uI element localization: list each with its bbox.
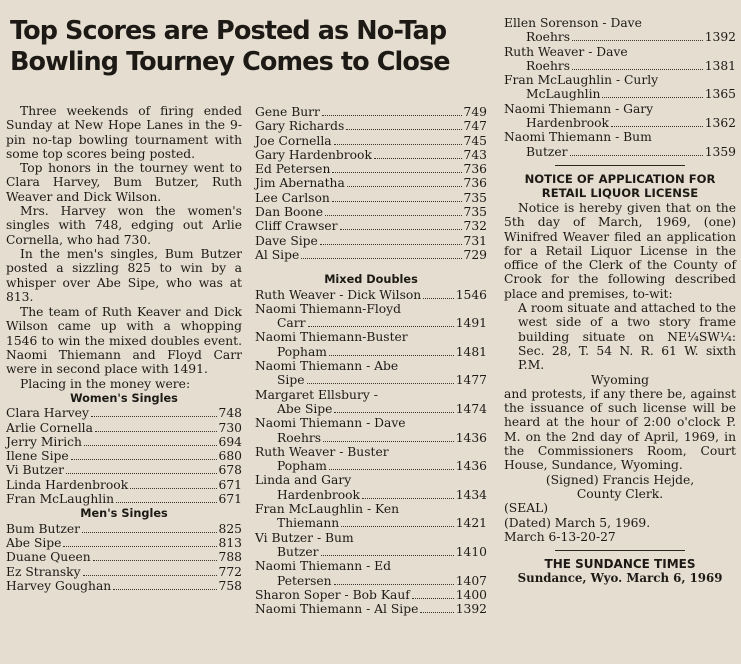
doubles-entry	[255, 302, 487, 331]
dot-leader	[321, 555, 454, 556]
dot-leader	[346, 129, 461, 130]
dot-leader	[113, 589, 216, 590]
dot-leader	[63, 546, 216, 547]
team-names-continued: Carr	[277, 316, 306, 331]
player-name: Bum Butzer	[6, 521, 81, 536]
notice-paragraph-2: and protests, if any there be, against the issuance of such license will be heard at the hour of 2:00 o'clock P. M. on the 2nd day of April, 1969, in the Commissioners Room, Court House, Sundance, Wyoming.	[504, 386, 736, 473]
score-value: 729	[463, 247, 487, 262]
score-value: 772	[218, 564, 242, 579]
player-name: Gene Burr	[255, 105, 320, 119]
story	[6, 104, 242, 593]
dot-leader	[66, 473, 216, 474]
team-names: Naomi Thiemann - Gary	[504, 101, 654, 116]
dot-leader	[332, 172, 461, 173]
newspaper-dateline: Sundance, Wyo. March 6, 1969	[517, 571, 723, 586]
doubles-entry	[255, 502, 487, 531]
player-name: Jerry Mirich	[6, 434, 82, 449]
score-value: 1477	[455, 373, 487, 388]
team-names: Naomi Thiemann - Al Sipe	[255, 602, 419, 617]
team-names: Naomi Thiemann-Floyd	[255, 301, 402, 316]
score-value: 825	[218, 521, 242, 536]
team-names: Naomi Thiemann - Abe	[255, 359, 399, 374]
score-row	[255, 148, 487, 162]
doubles-entry	[255, 416, 487, 445]
doubles-entry	[255, 288, 487, 302]
score-value: 788	[218, 550, 242, 565]
notice-wyoming: Wyoming	[590, 372, 650, 387]
dot-leader	[323, 441, 454, 442]
dot-leader	[301, 258, 461, 259]
team-names: Fran McLaughlin - Ken	[255, 502, 400, 517]
score-row	[504, 59, 736, 73]
team-names-continued: Hardenbrook	[277, 487, 361, 502]
notice-title-2: RETAIL LIQUOR LICENSE	[541, 186, 699, 201]
score-value: 735	[463, 190, 487, 205]
player-name: Dan Boone	[255, 205, 324, 220]
player-name: Clara Harvey	[6, 406, 89, 421]
team-names: Fran McLaughlin - Curly	[504, 73, 659, 88]
score-row	[504, 145, 736, 159]
player-name: Linda Hardenbrook	[6, 477, 129, 492]
mens-singles-list-continued	[255, 105, 487, 262]
column-3	[504, 16, 736, 586]
score-value: 730	[218, 420, 242, 435]
team-names: Ellen Sorenson - Dave	[504, 16, 642, 30]
dot-leader	[362, 498, 454, 499]
dot-leader	[71, 459, 217, 460]
score-row	[255, 219, 487, 233]
divider	[555, 550, 685, 551]
score-row	[255, 431, 487, 445]
mens-singles-list	[6, 522, 242, 593]
dot-leader	[320, 244, 462, 245]
score-value: 747	[463, 119, 487, 134]
dot-leader	[602, 97, 702, 98]
dot-leader	[572, 69, 703, 70]
dot-leader	[332, 201, 462, 202]
dot-leader	[374, 158, 462, 159]
player-name: Gary Richards	[255, 119, 345, 134]
score-value: 1410	[455, 544, 487, 559]
notice-paragraph: Notice is hereby given that on the 5th day of March, 1969, (one) Winifred Weaver filed an application for a Retail Liquor License in the office of the Clerk of the County of Crook for the following described place and premises, to-wit:	[504, 200, 736, 301]
team-names: Naomi Thiemann - Ed	[255, 559, 391, 574]
team-names: Ruth Weaver - Dick Wilson	[255, 287, 422, 302]
score-value: 736	[463, 176, 487, 191]
score-value: 1407	[455, 573, 487, 588]
score-row	[255, 162, 487, 176]
dot-leader	[84, 445, 217, 446]
column-2	[255, 105, 487, 616]
player-name: Harvey Goughan	[6, 578, 112, 593]
score-value: 1381	[704, 58, 736, 73]
score-row	[255, 602, 487, 616]
doubles-entry	[255, 602, 487, 616]
dot-leader	[307, 383, 454, 384]
team-names: Vi Butzer - Bum	[255, 530, 354, 545]
doubles-entry	[504, 130, 736, 159]
score-row	[504, 87, 736, 101]
dot-leader	[83, 575, 217, 576]
player-name: Ez Stransky	[6, 564, 81, 579]
doubles-entry	[504, 102, 736, 131]
score-value: 1546	[455, 287, 487, 302]
notice-dated: (Dated) March 5, 1969.	[504, 515, 651, 530]
doubles-entry	[255, 588, 487, 602]
dot-leader	[572, 40, 703, 41]
dot-leader	[91, 416, 217, 417]
team-names-continued: Sipe	[277, 373, 305, 388]
dot-leader	[423, 298, 453, 299]
team-names-continued: Butzer	[277, 544, 319, 559]
player-name: Duane Queen	[6, 550, 91, 565]
score-row	[6, 579, 242, 593]
player-name: Gary Hardenbrook	[255, 147, 372, 162]
score-row	[255, 459, 487, 473]
dot-leader	[420, 612, 453, 613]
team-names-continued: McLaughlin	[526, 87, 601, 102]
score-row	[255, 316, 487, 330]
womens-singles-list	[6, 406, 242, 506]
score-value: 678	[218, 463, 242, 478]
team-names: Naomi Thiemann-Buster	[255, 330, 408, 345]
score-value: 1359	[704, 144, 736, 159]
score-row	[504, 116, 736, 130]
mixed-doubles-heading: Mixed Doubles	[324, 273, 418, 287]
column-1	[6, 0, 450, 78]
dot-leader	[308, 326, 454, 327]
score-value: 1491	[455, 316, 487, 331]
dot-leader	[95, 431, 217, 432]
score-row	[255, 402, 487, 416]
doubles-entry	[255, 473, 487, 502]
story-paragraph: The team of Ruth Keaver and Dick Wilson came up with a whopping 1546 to win the mixed doubles event. Naomi Thiemann and Floyd Carr were in second place with 1491.	[6, 305, 242, 377]
score-row	[6, 536, 242, 550]
player-name: Ed Petersen	[255, 162, 331, 177]
score-row	[255, 176, 487, 190]
player-name: Al Sipe	[255, 247, 300, 262]
score-value: 1474	[455, 401, 487, 416]
score-value: 680	[218, 449, 242, 464]
doubles-entry	[255, 531, 487, 560]
score-row	[255, 134, 487, 148]
score-row	[255, 545, 487, 559]
score-row	[255, 488, 487, 502]
score-value: 749	[463, 105, 487, 119]
score-row	[6, 478, 242, 492]
doubles-entry	[255, 359, 487, 388]
player-name: Cliff Crawser	[255, 219, 338, 234]
dot-leader	[341, 526, 454, 527]
score-row	[6, 435, 242, 449]
dot-leader	[347, 186, 462, 187]
score-row	[6, 550, 242, 564]
team-names-continued: Petersen	[277, 573, 332, 588]
score-row	[255, 373, 487, 387]
score-value: 1400	[455, 587, 487, 602]
score-row	[255, 288, 487, 302]
team-names: Naomi Thiemann - Bum	[504, 130, 652, 145]
notice-seal: (SEAL)	[504, 501, 549, 516]
score-row	[255, 248, 487, 262]
dot-leader	[329, 469, 454, 470]
score-value: 748	[218, 406, 242, 421]
dot-leader	[82, 532, 216, 533]
score-value: 1365	[704, 87, 736, 102]
player-name: Lee Carlson	[255, 190, 330, 205]
dot-leader	[322, 115, 462, 116]
score-value: 1436	[455, 430, 487, 445]
team-names: Naomi Thiemann - Dave	[255, 416, 406, 431]
player-name: Ilene Sipe	[6, 449, 69, 464]
score-value: 813	[218, 535, 242, 550]
dot-leader	[130, 488, 216, 489]
score-value: 732	[463, 219, 487, 234]
story-paragraph: Placing in the money were:	[20, 376, 191, 391]
score-value: 743	[463, 147, 487, 162]
notice-publication-dates: March 6-13-20-27	[504, 529, 616, 544]
dot-leader	[611, 126, 703, 127]
score-value: 694	[218, 434, 242, 449]
story-paragraph: Top honors in the tourney went to Clara Harvey, Bum Butzer, Ruth Weaver and Dick Wilson.	[6, 161, 242, 204]
score-row	[255, 574, 487, 588]
score-row	[255, 191, 487, 205]
score-row	[6, 565, 242, 579]
doubles-entry	[504, 16, 736, 45]
mixed-doubles-list-continued	[504, 16, 736, 159]
player-name: Arlie Cornella	[6, 420, 93, 435]
story-paragraph: Three weekends of firing ended Sunday at New Hope Lanes in the 9-pin no-tap bowling tournament with some top scores being posted.	[6, 104, 242, 161]
score-value: 671	[218, 477, 242, 492]
doubles-entry	[504, 73, 736, 102]
notice-signed: (Signed) Francis Hejde,	[545, 472, 695, 487]
player-name: Dave Sipe	[255, 233, 318, 248]
dot-leader	[340, 229, 462, 230]
dot-leader	[325, 215, 461, 216]
dot-leader	[570, 155, 703, 156]
score-row	[255, 234, 487, 248]
player-name: Jim Abernatha	[255, 176, 345, 191]
team-names: Sharon Soper - Bob Kauf	[255, 587, 410, 602]
team-names-continued: Roehrs	[526, 58, 571, 73]
mens-singles-heading: Men's Singles	[80, 507, 168, 521]
score-value: 745	[463, 133, 487, 148]
player-name: Fran McLaughlin	[6, 492, 115, 507]
score-value: 1434	[455, 487, 487, 502]
score-value: 1436	[455, 459, 487, 474]
dot-leader	[334, 412, 453, 413]
score-value: 671	[218, 492, 242, 507]
score-row	[6, 522, 242, 536]
doubles-entry	[255, 388, 487, 417]
team-names-continued: Abe Sipe	[277, 401, 333, 416]
score-row	[6, 406, 242, 420]
player-name: Joe Cornella	[255, 133, 332, 148]
score-row	[6, 449, 242, 463]
score-row	[6, 492, 242, 506]
doubles-entry	[255, 445, 487, 474]
team-names: Margaret Ellsbury -	[255, 387, 378, 402]
score-row	[255, 205, 487, 219]
team-names-continued: Popham	[277, 459, 327, 474]
score-row	[255, 345, 487, 359]
team-names-continued: Roehrs	[526, 30, 571, 45]
score-row	[255, 119, 487, 133]
team-names-continued: Roehrs	[277, 430, 322, 445]
score-value: 736	[463, 162, 487, 177]
score-row	[255, 588, 487, 602]
notice-premises: A room situate and attached to the west side of a two story frame building situate on NE¼SW¼: Sec. 28, T. 54 N. R. 61 W. sixth P.M.	[518, 301, 736, 373]
score-row	[6, 463, 242, 477]
score-value: 758	[218, 578, 242, 593]
score-value: 1481	[455, 344, 487, 359]
notice-title-1: NOTICE OF APPLICATION FOR	[524, 171, 716, 186]
score-value: 1362	[704, 116, 736, 131]
newspaper-name: THE SUNDANCE TIMES	[544, 557, 696, 572]
score-row	[504, 30, 736, 44]
team-names-continued: Butzer	[526, 144, 568, 159]
score-value: 731	[463, 233, 487, 248]
headline	[10, 16, 480, 78]
dot-leader	[334, 144, 462, 145]
player-name: Vi Butzer	[6, 463, 65, 478]
dot-leader	[412, 598, 454, 599]
doubles-entry	[255, 330, 487, 359]
dot-leader	[329, 355, 454, 356]
headline-line-1: Top Scores are Posted as No-Tap	[10, 16, 447, 46]
dot-leader	[93, 560, 217, 561]
team-names: Linda and Gary	[255, 473, 352, 488]
divider	[555, 165, 685, 166]
team-names-continued: Hardenbrook	[526, 116, 610, 131]
score-value: 1392	[455, 602, 487, 617]
headline-line-2: Bowling Tourney Comes to Close	[10, 47, 450, 77]
score-row	[6, 421, 242, 435]
doubles-entry	[255, 559, 487, 588]
story-paragraph: Mrs. Harvey won the women's singles with 748, edging out Arlie Cornella, who had 730.	[6, 204, 242, 247]
score-value: 1421	[455, 516, 487, 531]
dot-leader	[116, 502, 216, 503]
notice-clerk: County Clerk.	[576, 486, 664, 501]
dot-leader	[334, 584, 454, 585]
mixed-doubles-list	[255, 288, 487, 617]
score-row	[255, 516, 487, 530]
team-names: Ruth Weaver - Dave	[504, 44, 628, 59]
team-names-continued: Popham	[277, 344, 327, 359]
score-value: 1392	[704, 30, 736, 45]
team-names-continued: Thiemann	[277, 516, 340, 531]
story-paragraph: In the men's singles, Bum Butzer posted a sizzling 825 to win by a whisper over Abe Sipe, who was at 813.	[6, 246, 242, 304]
player-name: Abe Sipe	[6, 535, 62, 550]
score-row	[255, 105, 487, 119]
team-names: Ruth Weaver - Buster	[255, 444, 389, 459]
score-value: 735	[463, 205, 487, 220]
womens-singles-heading: Women's Singles	[70, 391, 178, 405]
doubles-entry	[504, 45, 736, 74]
